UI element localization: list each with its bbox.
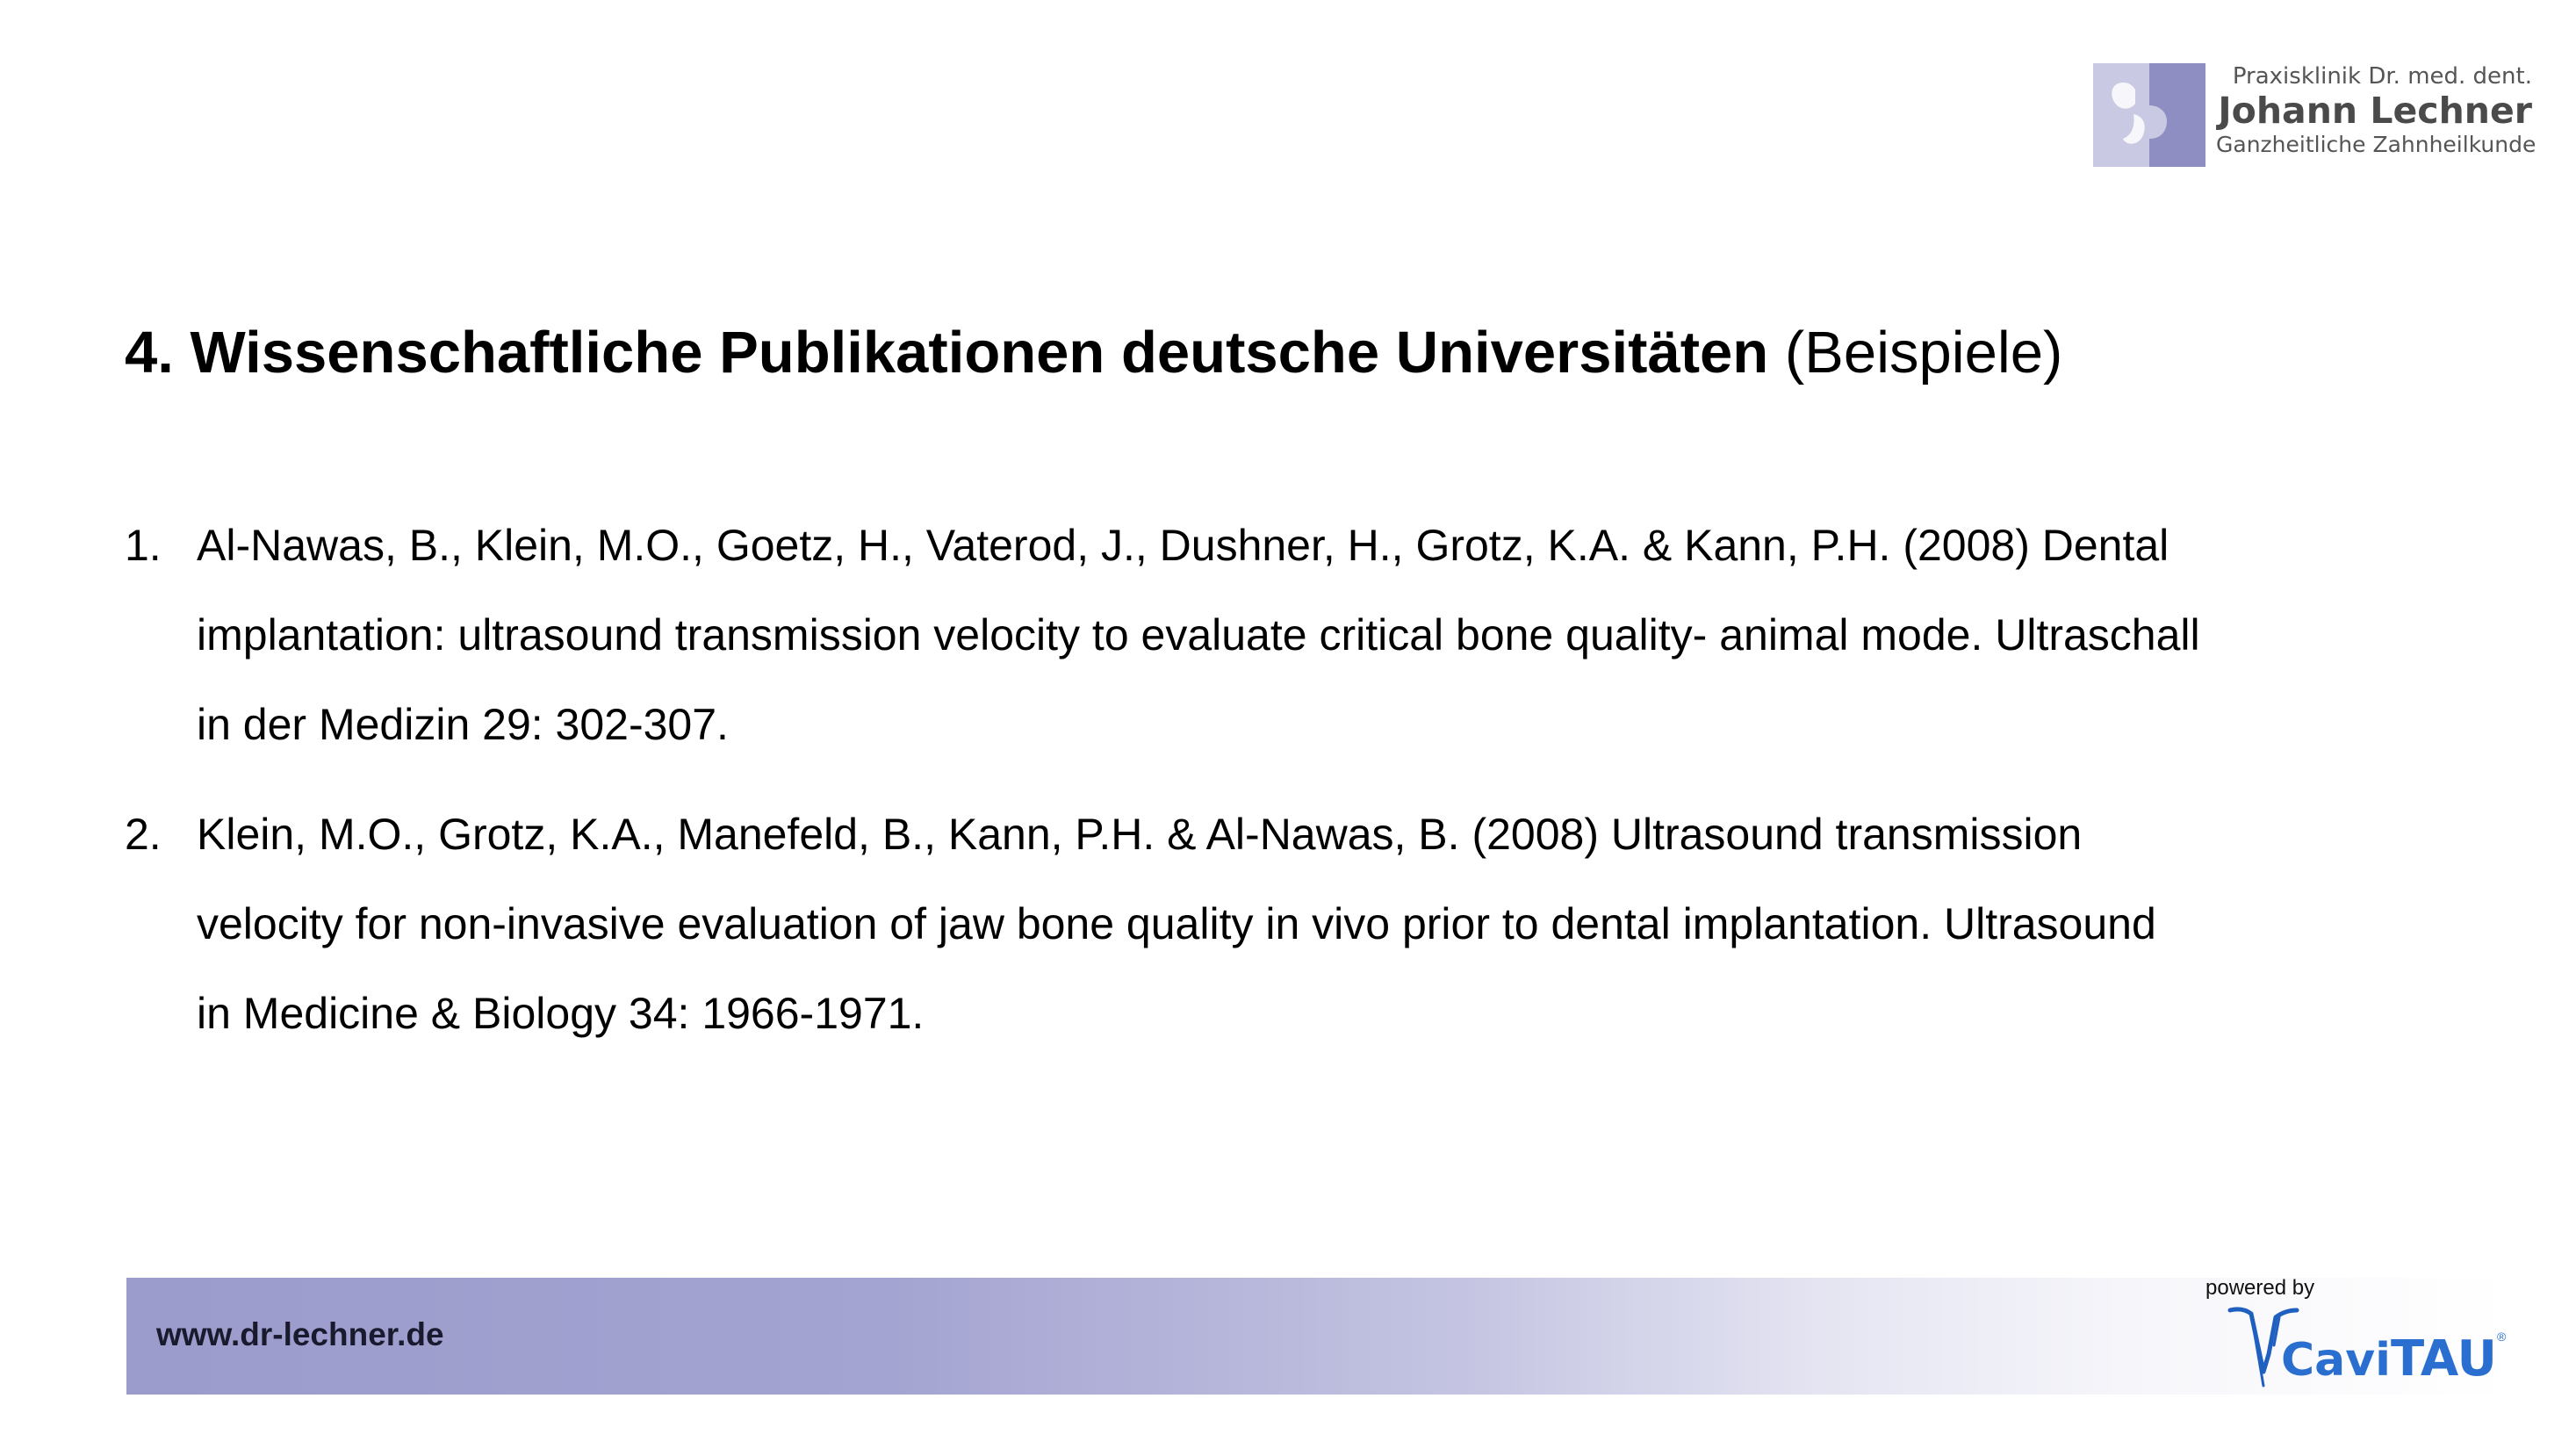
footer-bar (126, 1278, 2511, 1395)
reference-item (125, 501, 2478, 769)
reference-item (125, 789, 2478, 1058)
clinic-logo (2093, 63, 2536, 167)
cavitau-brand-tau: TAU (2390, 1330, 2497, 1388)
clinic-name-line1: Praxisklinik Dr. med. dent. (2232, 63, 2532, 90)
reference-line: velocity for non-invasive evaluation of jaw bone quality in vivo prior to dental implantation. Ultrasound (197, 899, 2156, 948)
clinic-name (2216, 63, 2536, 158)
reference-line: in der Medizin 29: 302-307. (197, 700, 729, 749)
registered-mark: ® (2497, 1330, 2507, 1344)
reference-list (125, 501, 2478, 1058)
reference-number: 1. (125, 521, 162, 570)
clinic-name-line3: Ganzheitliche Zahnheilkunde (2216, 132, 2536, 157)
puzzle-logo-icon (2093, 63, 2205, 167)
clinic-name-line2: Johann Lechner (2218, 90, 2532, 132)
reference-line: in Medicine & Biology 34: 1966-1971. (197, 989, 925, 1038)
page-title-sub: (Beispiele) (1784, 320, 2063, 386)
cavitau-brand-cavi: Cavi (2281, 1334, 2391, 1387)
reference-line: Klein, M.O., Grotz, K.A., Manefeld, B., Kann, P.H. & Al-Nawas, B. (2008) Ultrasound transmission (197, 810, 2083, 859)
powered-by-label: powered by (2205, 1276, 2315, 1300)
reference-number: 2. (125, 810, 162, 859)
footer-url-link[interactable]: www.dr-lechner.de (156, 1316, 444, 1352)
reference-line: Al-Nawas, B., Klein, M.O., Goetz, H., Vaterod, J., Dushner, H., Grotz, K.A. & Kann, P.H. (2008) Dental (197, 521, 2169, 570)
reference-line: implantation: ultrasound transmission velocity to evaluate critical bone quality- animal mode. Ultraschall (197, 610, 2200, 660)
page-title-main: 4. Wissenschaftliche Publikationen deutsche Universitäten (125, 320, 1769, 386)
page-title (125, 318, 2062, 388)
cavitau-logo (2225, 1300, 2523, 1391)
cavitau-wordmark (2281, 1330, 2497, 1397)
